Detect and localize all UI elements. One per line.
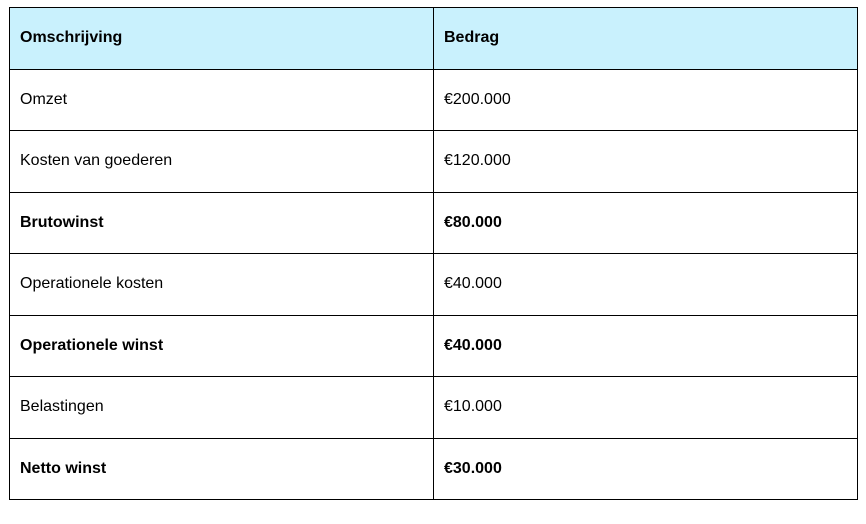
row-amount: €10.000 bbox=[434, 377, 858, 439]
row-label: Operationele kosten bbox=[10, 254, 434, 316]
income-statement-table bbox=[9, 7, 858, 500]
row-label: Operationele winst bbox=[10, 315, 434, 377]
table-row bbox=[10, 254, 858, 316]
row-amount: €80.000 bbox=[434, 192, 858, 254]
row-amount: €40.000 bbox=[434, 315, 858, 377]
table-body bbox=[10, 69, 858, 500]
table-header bbox=[10, 8, 858, 70]
row-amount: €120.000 bbox=[434, 131, 858, 193]
table-row bbox=[10, 192, 858, 254]
table-header-row bbox=[10, 8, 858, 70]
row-label: Belastingen bbox=[10, 377, 434, 439]
row-amount: €40.000 bbox=[434, 254, 858, 316]
table-row bbox=[10, 315, 858, 377]
header-bedrag: Bedrag bbox=[434, 8, 858, 70]
row-amount: €200.000 bbox=[434, 69, 858, 131]
table-row bbox=[10, 69, 858, 131]
row-label: Omzet bbox=[10, 69, 434, 131]
table-row bbox=[10, 438, 858, 500]
row-amount: €30.000 bbox=[434, 438, 858, 500]
table-row bbox=[10, 131, 858, 193]
row-label: Brutowinst bbox=[10, 192, 434, 254]
table-row bbox=[10, 377, 858, 439]
row-label: Kosten van goederen bbox=[10, 131, 434, 193]
header-omschrijving: Omschrijving bbox=[10, 8, 434, 70]
row-label: Netto winst bbox=[10, 438, 434, 500]
